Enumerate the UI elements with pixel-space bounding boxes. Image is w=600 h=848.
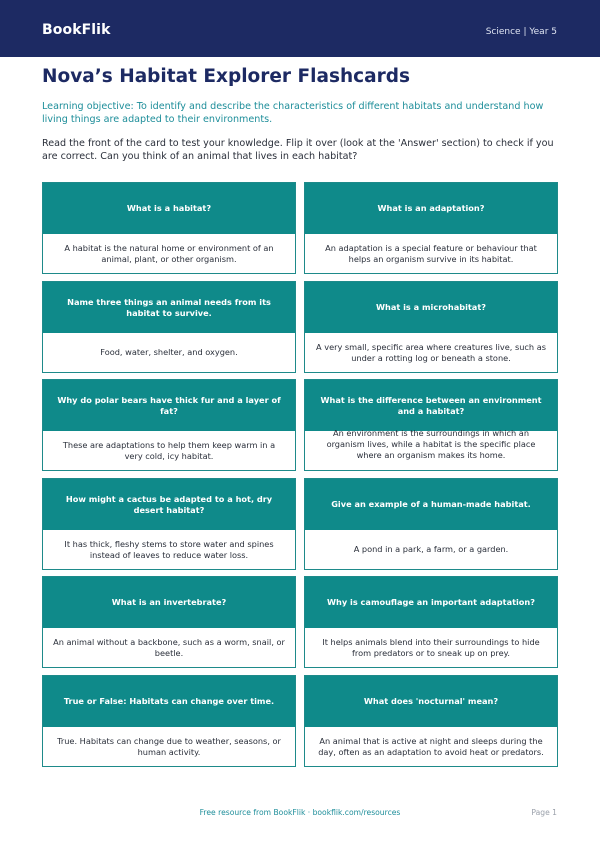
learning-objective: Learning objective: To identify and describe the characteristics of different habitats and understand how living things are adapted to their environments. xyxy=(42,101,544,125)
card-answer: A pond in a park, a farm, or a garden. xyxy=(353,544,509,554)
flashcard[interactable] xyxy=(304,379,558,471)
card-question: True or False: Habitats can change over time. xyxy=(43,676,295,727)
card-answer: An adaptation is a special feature or behaviour that helps an organism survive in its habitat. xyxy=(325,242,537,264)
flashcard[interactable] xyxy=(42,379,296,471)
instructions: Read the front of the card to test your knowledge. Flip it over (look at the 'Answer' section) to check if you are correct. Can you think of an animal that lives in each habitat? xyxy=(42,138,554,162)
card-answer: An environment is the surroundings in which an organism lives, while a habitat is the specific place where an organism makes its home. xyxy=(326,428,536,460)
card-answer: An animal that is active at night and sleeps during the day, often as an adaptation to avoid heat or predators. xyxy=(318,735,544,757)
card-question: What is the difference between an environment and a habitat? xyxy=(305,380,557,431)
flashcard[interactable] xyxy=(42,675,296,767)
card-question: How might a cactus be adapted to a hot, dry desert habitat? xyxy=(43,479,295,530)
card-answer: These are adaptations to help them keep warm in a very cold, icy habitat. xyxy=(62,439,276,461)
card-question: Give an example of a human-made habitat. xyxy=(305,479,557,530)
card-answer: It helps animals blend into their surroundings to hide from predators or to sneak up on prey. xyxy=(322,636,540,658)
card-question: What does 'nocturnal' mean? xyxy=(305,676,557,727)
card-question: What is a microhabitat? xyxy=(305,282,557,333)
flashcard[interactable] xyxy=(42,576,296,668)
flashcard[interactable] xyxy=(42,478,296,570)
card-question: What is an adaptation? xyxy=(305,183,557,234)
flashcard[interactable] xyxy=(304,182,558,274)
card-answer: An animal without a backbone, such as a worm, snail, or beetle. xyxy=(53,636,285,658)
card-answer: A habitat is the natural home or environment of an animal, plant, or other organism. xyxy=(64,242,274,264)
card-answer: It has thick, fleshy stems to store water and spines instead of leaves to reduce water loss. xyxy=(64,538,274,560)
card-answer: Food, water, shelter, and oxygen. xyxy=(100,347,238,357)
card-question: Why do polar bears have thick fur and a layer of fat? xyxy=(43,380,295,431)
subject-label: Science | Year 5 xyxy=(485,27,557,37)
card-question: What is an invertebrate? xyxy=(43,577,295,628)
brand-logo[interactable]: BookFlik xyxy=(42,22,111,38)
flashcard[interactable] xyxy=(304,576,558,668)
card-answer: A very small, specific area where creatures live, such as under a rotting log or beneath a stone. xyxy=(316,341,546,363)
flashcard[interactable] xyxy=(304,478,558,570)
flashcard[interactable] xyxy=(42,281,296,373)
card-question: Name three things an animal needs from its habitat to survive. xyxy=(43,282,295,333)
footer-link[interactable]: Free resource from BookFlik · bookflik.com/resources xyxy=(199,808,401,817)
flashcard[interactable] xyxy=(42,182,296,274)
header-bar xyxy=(0,0,600,57)
card-answer: True. Habitats can change due to weather, seasons, or human activity. xyxy=(57,735,281,757)
page-title: Nova’s Habitat Explorer Flashcards xyxy=(42,66,410,87)
flashcard[interactable] xyxy=(304,281,558,373)
card-question: What is a habitat? xyxy=(43,183,295,234)
page-number: Page 1 xyxy=(531,808,557,817)
card-question: Why is camouflage an important adaptation? xyxy=(305,577,557,628)
flashcard[interactable] xyxy=(304,675,558,767)
